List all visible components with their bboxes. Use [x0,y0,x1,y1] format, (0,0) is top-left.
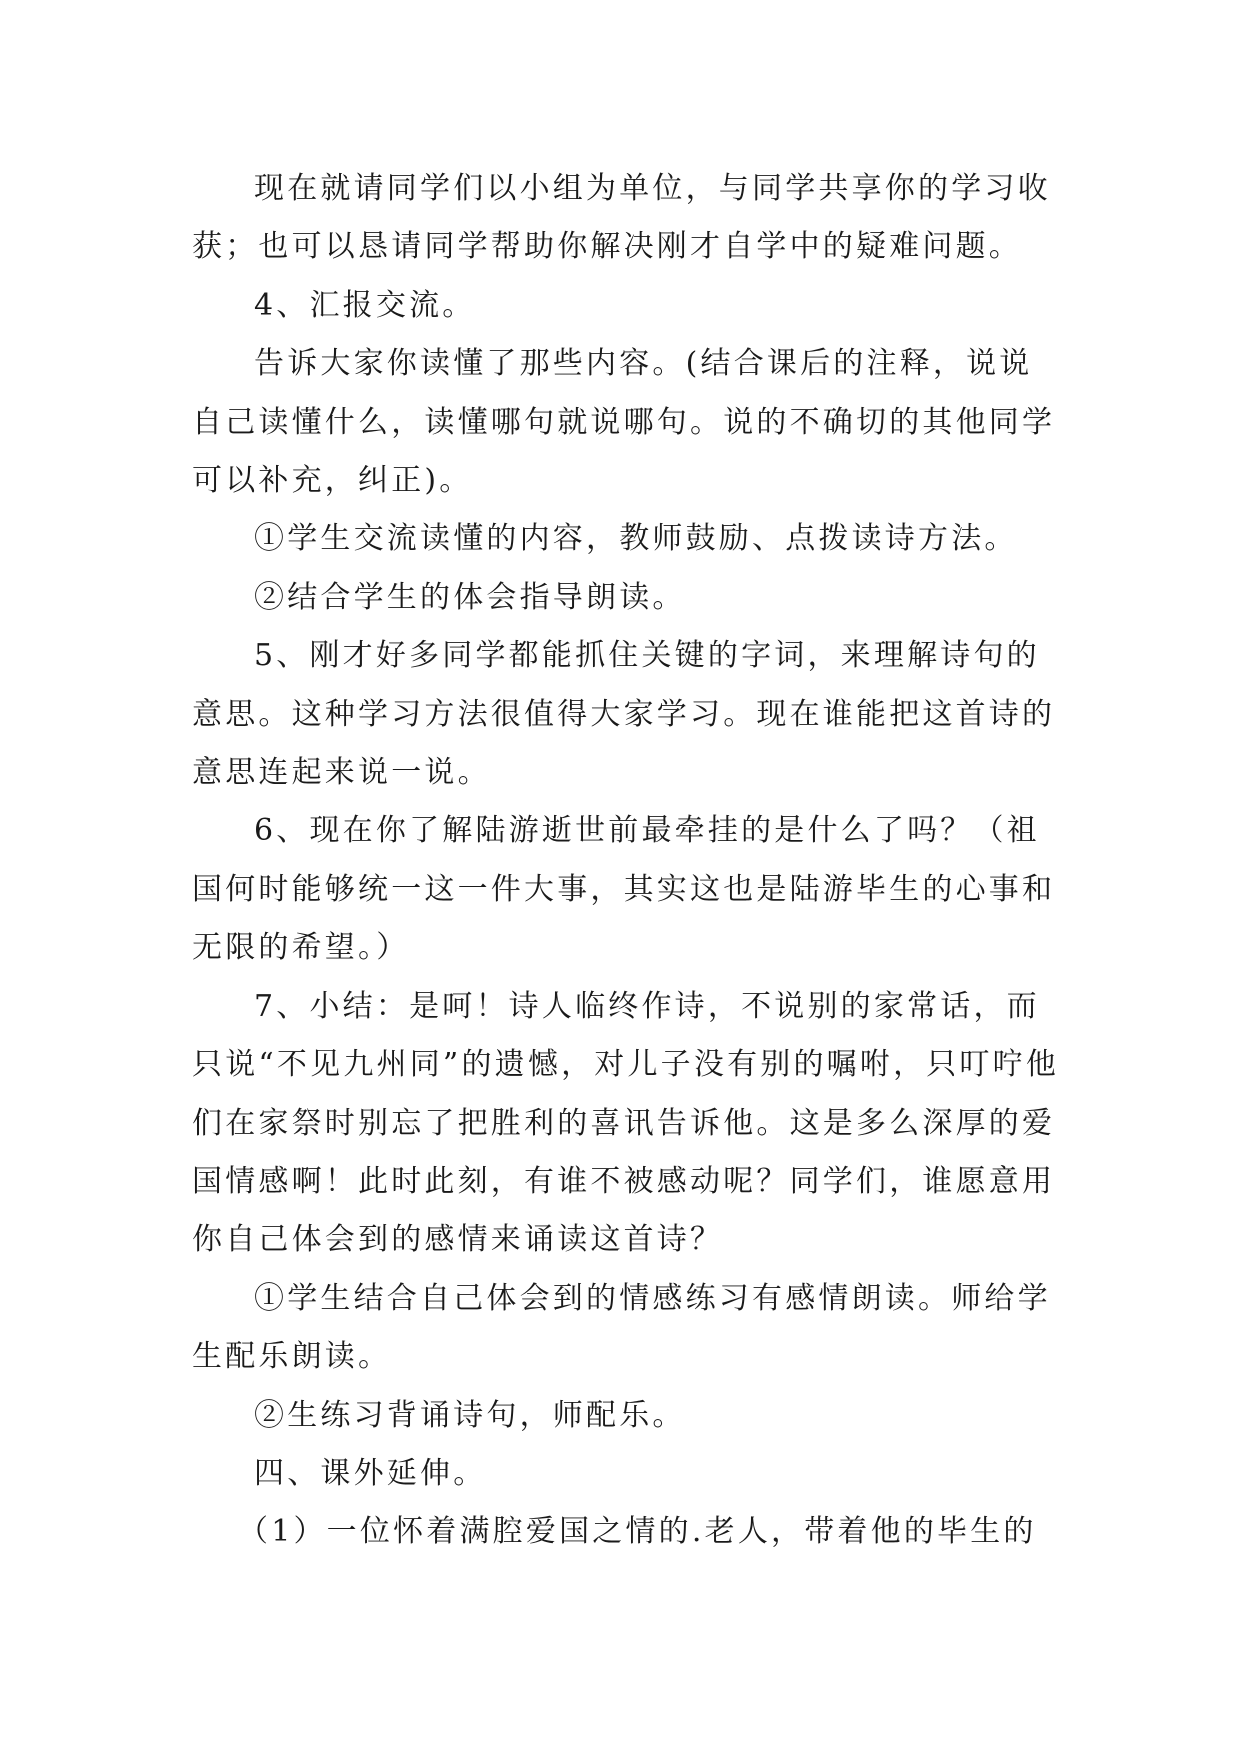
paragraph-step-7-summary: 7、小结：是呵！诗人临终作诗，不说别的家常话，而只说“不见九州同”的遗憾，对儿子没有别的嘱咐，只叮咛他们在家祭时别忘了把胜利的喜讯告诉他。这是多么深厚的爱国情感啊！此时此刻，有谁不被感动呢？同学们，谁愿意用你自己体会到的感情来诵读这首诗？ [192,988,1060,1258]
paragraph-section-4-heading: 四、课外延伸。 [254,1455,487,1491]
paragraph-step-5: 5、刚才好多同学都能抓住关键的字词，来理解诗句的意思。这种学习方法很值得大家学习。现在谁能把这首诗的意思连起来说一说。 [192,638,1056,791]
paragraph-step-4-heading: 4、汇报交流。 [254,287,476,323]
paragraph-item-2-reading: ②结合学生的体会指导朗读。 [254,579,686,615]
paragraph-item-1-exchange: ①学生交流读懂的内容，教师鼓励、点拨读诗方法。 [254,521,1018,557]
document-body [192,160,1062,1562]
paragraph-item-2-recite: ②生练习背诵诗句，师配乐。 [254,1397,686,1433]
paragraph-extension-1: （1）一位怀着满腔爱国之情的.老人，带着他的毕生的 [238,1514,1037,1550]
paragraph-share-harvest: 现在就请同学们以小组为单位，与同学共享你的学习收获；也可以恳请同学帮助你解决刚才自学中的疑难问题。 [192,171,1051,265]
paragraph-item-1-emotional-reading: ①学生结合自己体会到的情感练习有感情朗读。师给学生配乐朗读。 [192,1280,1051,1375]
paragraph-step-6: 6、现在你了解陆游逝世前最牵挂的是什么了吗？（祖国何时能够统一这一件大事，其实这也是陆游毕生的心事和无限的希望。） [192,813,1056,966]
paragraph-report-content: 告诉大家你读懂了那些内容。(结合课后的注释，说说自己读懂什么，读懂哪句就说哪句。说的不确切的其他同学可以补充，纠正)。 [192,346,1056,499]
